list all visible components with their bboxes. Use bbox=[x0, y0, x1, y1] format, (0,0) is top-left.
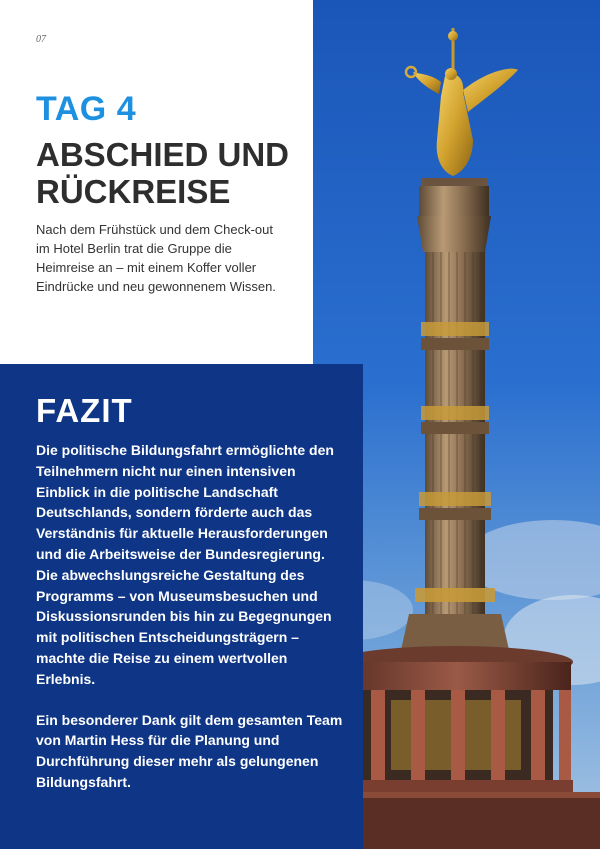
day-label: TAG 4 bbox=[36, 90, 137, 128]
fazit-heading: FAZIT bbox=[36, 392, 133, 429]
fazit-paragraph-1: Die politische Bildungsfahrt ermöglichte den Teilnehmern nicht nur einen intensiven Einblick in die politische Landschaft Deutschlands, sondern förderte auch das Verständnis für aktuelle Herausforderungen und die Arbeitsweise der Bundesregierung. Die abwechslungsreiche Gestaltung des Programms – von Museumsbesuchen und Diskussionsrunden bis hin zu Begegnungen mit politischen Entscheidungsträgern – machte die Reise zu einem wertvollen Erlebnis. bbox=[36, 442, 334, 687]
fazit-body bbox=[36, 440, 346, 813]
fazit-paragraph-2: Ein besonderer Dank gilt dem gesamten Team von Martin Hess für die Planung und Durchführung dieser mehr als gelungenen Bildungsfahrt. bbox=[36, 711, 343, 790]
intro-paragraph: Nach dem Frühstück und dem Check-out im Hotel Berlin trat die Gruppe die Heimreise an – mit einem Koffer voller Eindrücke und neu gewonnenem Wissen. bbox=[36, 222, 276, 294]
page-number: 07 bbox=[36, 34, 46, 45]
section-title: ABSCHIED UND RÜCKREISE bbox=[36, 136, 290, 210]
fazit-panel bbox=[0, 364, 363, 849]
